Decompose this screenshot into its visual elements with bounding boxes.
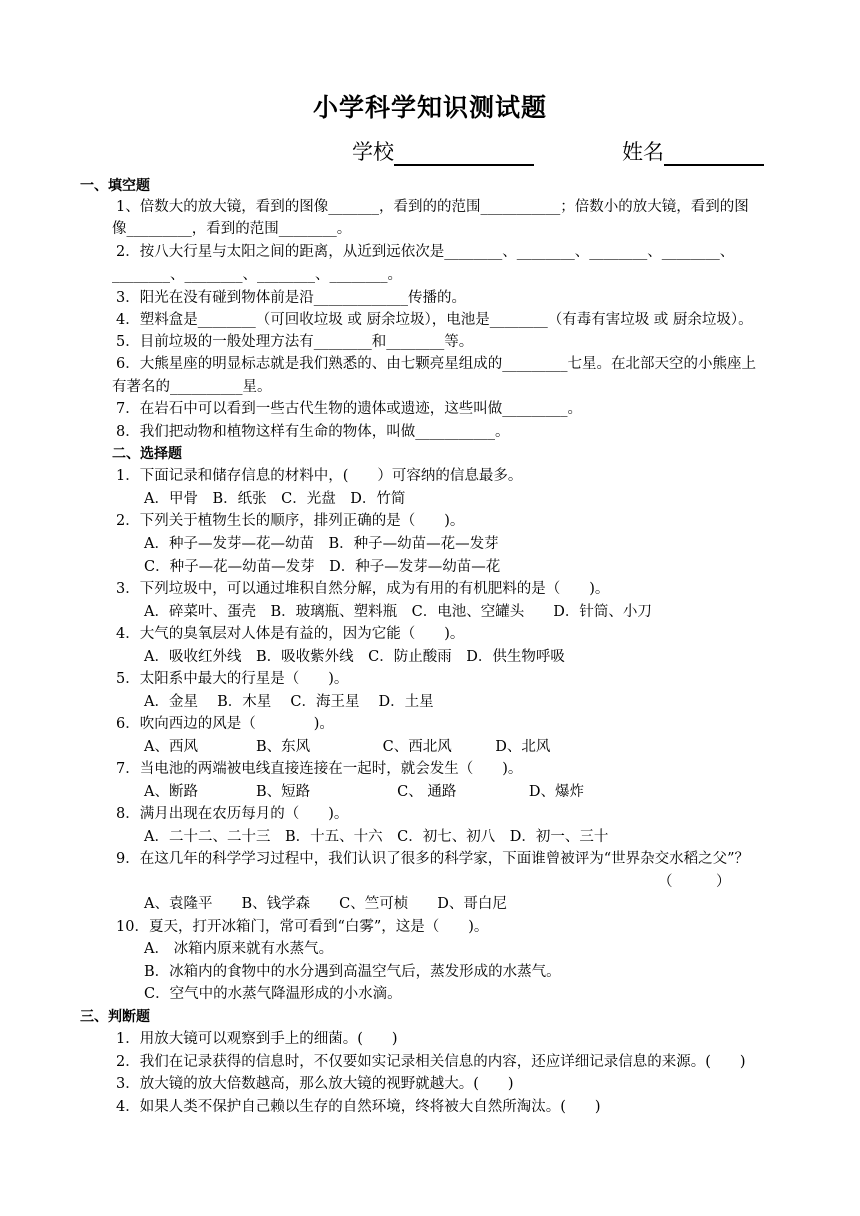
choice-question: 8．满月出现在农历每月的（ )。 (116, 806, 349, 822)
choice-question: 4．大气的臭氧层对人体是有益的，因为它能（ )。 (116, 626, 465, 642)
fill-line: 4．塑料盒是________（可回收垃圾 或 厨余垃圾），电池是________（有毒有害垃圾 或 厨余垃圾）。 (116, 312, 753, 328)
fill-line: 1、倍数大的放大镜，看到的图像_______，看到的的范围___________；倍数小的放大镜，看到的图 (116, 199, 749, 215)
choice-options: A、断路 B、短路 C、 通路 D、爆炸 (144, 784, 584, 800)
section-judge-heading: 三、判断题 (80, 1009, 150, 1025)
choice-question: 2．下列关于植物生长的顺序，排列正确的是（ )。 (116, 513, 465, 529)
fill-line: 5．目前垃圾的一般处理方法有________和________等。 (116, 334, 474, 350)
choice-options: A．甲骨 B．纸张 C．光盘 D．竹简 (144, 491, 406, 507)
fill-line: 7．在岩石中可以看到一些古代生物的遗体或遗迹，这些叫做_________。 (116, 401, 582, 417)
fill-line: 2．按八大行星与太阳之间的距离，从近到远依次是________、________、________、________、 (116, 244, 735, 260)
choice-question: 6．吹向西边的风是（ )。 (116, 716, 334, 732)
choice-options: A．金星 B．木星 C．海王星 D．土星 (144, 694, 434, 710)
section-fill-heading: 一、填空题 (80, 178, 150, 194)
fill-line: 有著名的__________星。 (112, 379, 272, 395)
choice-options: B．冰箱内的食物中的水分遇到高温空气后，蒸发形成的水蒸气。 (144, 964, 561, 980)
choice-options: C．空气中的水蒸气降温形成的小水滴。 (144, 986, 402, 1002)
section-choice-heading: 二、选择题 (112, 446, 182, 462)
fill-line: 像_________，看到的范围________。 (112, 221, 352, 237)
choice-question: 10．夏天，打开冰箱门，常可看到“白雾”，这是（ )。 (116, 919, 489, 935)
choice-options: A．吸收红外线 B．吸收紫外线 C．防止酸雨 D．供生物呼吸 (144, 649, 565, 665)
judge-line: 4．如果人类不保护自己赖以生存的自然环境，终将被大自然所淘汰。( ) (116, 1099, 601, 1115)
choice-question: 3．下列垃圾中，可以通过堆积自然分解，成为有用的有机肥料的是（ )。 (116, 581, 610, 597)
choice-question: 9．在这几年的科学学习过程中，我们认识了很多的科学家，下面谁曾被评为“世界杂交水稻之父”？ (116, 851, 750, 867)
fill-line: 6．大熊星座的明显标志就是我们熟悉的、由七颗亮星组成的_________七星。在北部天空的小熊座上 (116, 356, 756, 372)
fill-line: 8．我们把动物和植物这样有生命的物体，叫做___________。 (116, 424, 510, 440)
choice-options: A．二十二、二十三 B．十五、十六 C．初七、初八 D．初一、三十 (144, 829, 609, 845)
answer-parenthesis[interactable]: （ ） (658, 874, 731, 890)
choice-options: A．种子—发芽—花—幼苗 B．种子—幼苗—花—发芽 (144, 536, 499, 552)
school-blank[interactable] (394, 142, 534, 166)
page-title: 小学科学知识测试题 (312, 93, 547, 122)
name-label: 姓名 (622, 140, 664, 164)
name-blank[interactable] (664, 142, 764, 166)
fill-line: 3．阳光在没有碰到物体前是沿_____________传播的。 (116, 290, 466, 306)
choice-options: A、西风 B、东风 C、西北风 D、北风 (144, 739, 551, 755)
choice-options: C．种子—花—幼苗—发芽 D．种子—发芽—幼苗—花 (144, 559, 501, 575)
choice-question: 1．下面记录和储存信息的材料中，( ）可容纳的信息最多。 (116, 468, 523, 484)
judge-line: 3．放大镜的放大倍数越高，那么放大镜的视野就越大。( ) (116, 1076, 514, 1092)
choice-options: A． 冰箱内原来就有水蒸气。 (144, 941, 334, 957)
fill-line: ________、________、________、________。 (112, 267, 402, 283)
choice-question: 7．当电池的两端被电线直接连接在一起时，就会发生（ )。 (116, 761, 523, 777)
choice-question: 5．太阳系中最大的行星是（ )。 (116, 671, 349, 687)
school-field (352, 136, 534, 166)
judge-line: 1．用放大镜可以观察到手上的细菌。( ) (116, 1031, 398, 1047)
school-label: 学校 (352, 140, 394, 164)
judge-line: 2．我们在记录获得的信息时，不仅要如实记录相关信息的内容，还应详细记录信息的来源。( ) (116, 1054, 746, 1070)
name-field (622, 136, 764, 166)
choice-options: A．碎菜叶、蛋壳 B．玻璃瓶、塑料瓶 C．电池、空罐头 D．针筒、小刀 (144, 604, 652, 620)
choice-options: A、袁隆平 B、钱学森 C、竺可桢 D、哥白尼 (144, 896, 507, 912)
